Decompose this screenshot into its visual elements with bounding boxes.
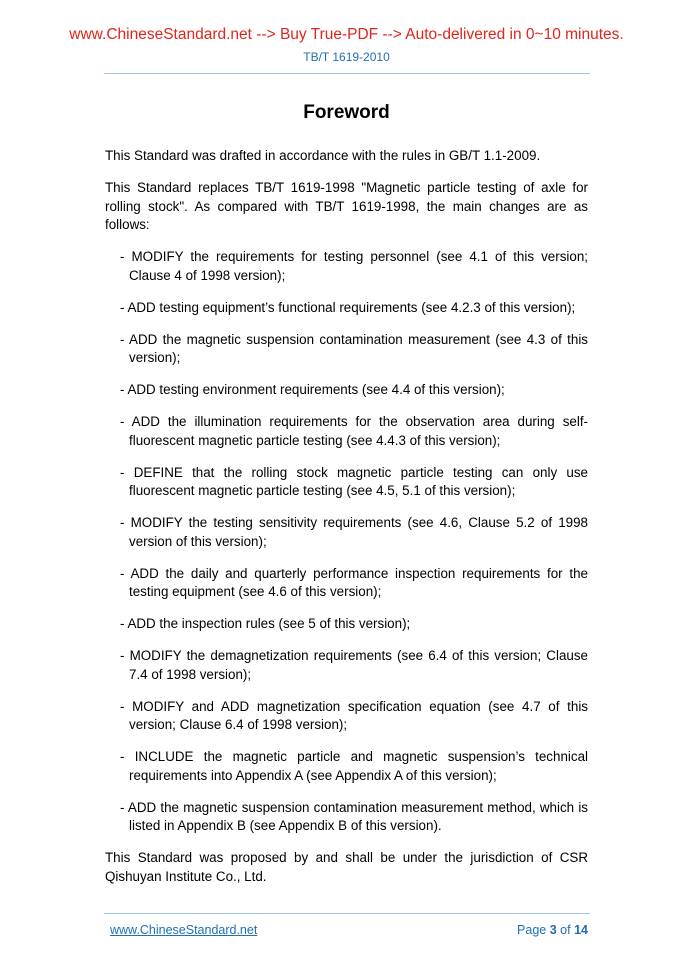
page-current: 3 — [549, 923, 557, 937]
page-of-label: of — [560, 923, 571, 937]
footer-website-link[interactable]: www.ChineseStandard.net — [110, 923, 258, 937]
page-total: 14 — [574, 923, 588, 937]
footer-divider — [104, 913, 590, 914]
list-item: - MODIFY the demagnetization requirements (see 6.4 of this version; Clause 7.4 of 1998 version); — [120, 648, 588, 682]
list-item: - ADD testing environment requirements (see 4.4 of this version); — [120, 382, 505, 397]
replaces-paragraph: This Standard replaces TB/T 1619-1998 "Magnetic particle testing of axle for rolling stock". As compared with TB/T 1619-1998, the main changes are as follows: — [105, 180, 588, 232]
list-item: - ADD the illumination requirements for the observation area during self-fluorescent magnetic particle testing (see 4.4.3 of this version); — [120, 414, 588, 448]
header-divider — [104, 73, 590, 74]
foreword-body — [105, 147, 588, 900]
changes-list — [105, 248, 588, 836]
list-item: - MODIFY the requirements for testing personnel (see 4.1 of this version; Clause 4 of 1998 version); — [120, 249, 588, 283]
page-title: Foreword — [303, 102, 390, 123]
closing-paragraph: This Standard was proposed by and shall be under the jurisdiction of CSR Qishuyan Institute Co., Ltd. — [105, 850, 588, 884]
page-label: Page — [517, 923, 547, 937]
intro-paragraph: This Standard was drafted in accordance with the rules in GB/T 1.1-2009. — [105, 148, 541, 163]
document-code: TB/T 1619-2010 — [303, 50, 390, 64]
page-number — [517, 923, 588, 937]
list-item: - ADD the magnetic suspension contamination measurement method, which is listed in Appendix B (see Appendix B of this version). — [120, 799, 588, 833]
list-item: - ADD testing equipment’s functional requirements (see 4.2.3 of this version); — [120, 299, 576, 315]
list-item: - INCLUDE the magnetic particle and magnetic suspension’s technical requirements into Appendix A (see Appendix A of this version); — [120, 749, 588, 783]
list-item: - ADD the inspection rules (see 5 of this version); — [120, 616, 411, 631]
promo-banner[interactable]: www.ChineseStandard.net --> Buy True-PDF --> Auto-delivered in 0~10 minutes. — [69, 26, 624, 43]
list-item: - ADD the daily and quarterly performance inspection requirements for the testing equipment (see 4.6 of this version); — [120, 565, 588, 599]
list-item: - MODIFY the testing sensitivity requirements (see 4.6, Clause 5.2 of 1998 version of this version); — [120, 515, 588, 549]
list-item: - ADD the magnetic suspension contamination measurement (see 4.3 of this version); — [120, 331, 588, 365]
list-item: - DEFINE that the rolling stock magnetic particle testing can only use fluorescent magnetic particle testing (see 4.5, 5.1 of this version); — [120, 464, 588, 498]
list-item: - MODIFY and ADD magnetization specification equation (see 4.7 of this version; Clause 6.4 of 1998 version); — [120, 698, 588, 732]
